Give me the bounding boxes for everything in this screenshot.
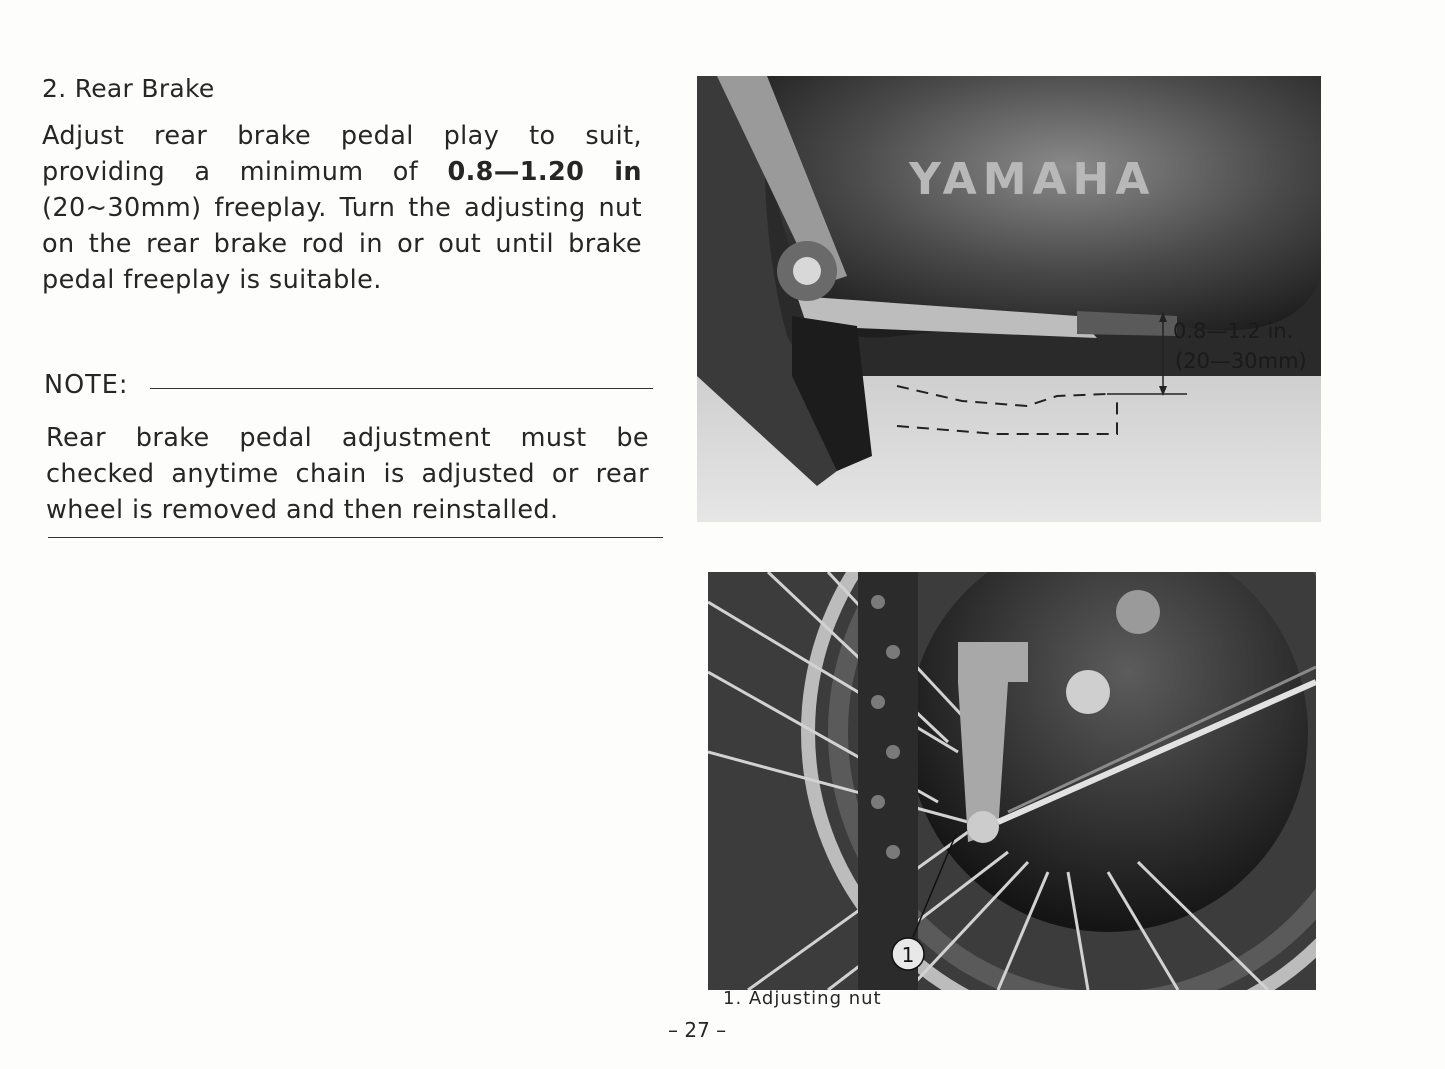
page-number: – 27 – bbox=[668, 1018, 727, 1042]
note-rule bbox=[150, 388, 653, 389]
dimension-millimetres: (20—30mm) bbox=[1175, 349, 1307, 373]
callout-number: 1 bbox=[901, 943, 915, 967]
brand-text: YAMAHA bbox=[909, 154, 1156, 205]
rear-wheel-photo bbox=[708, 572, 1316, 990]
body-rest: (20~30mm) freeplay. Turn the adjusting nut on the rear brake rod in or out until brake pedal freeplay is suitable. bbox=[42, 193, 642, 295]
note-label: NOTE: bbox=[44, 370, 129, 400]
section-heading: 2. Rear Brake bbox=[42, 74, 215, 103]
brake-pedal-photo bbox=[697, 76, 1321, 522]
body-value: 0.8—1.20 in bbox=[447, 157, 642, 187]
body-intro: Adjust rear brake pedal play to suit, providing a minimum of bbox=[42, 121, 642, 187]
dimension-inches: 0.8—1.2 in. bbox=[1173, 319, 1294, 343]
note-end-rule bbox=[48, 537, 663, 538]
section-body bbox=[42, 118, 642, 298]
note-text: Rear brake pedal adjustment must be checked anytime chain is adjusted or rear wheel is removed and then reinstalled. bbox=[46, 423, 649, 525]
figure-caption: 1. Adjusting nut bbox=[723, 988, 882, 1009]
